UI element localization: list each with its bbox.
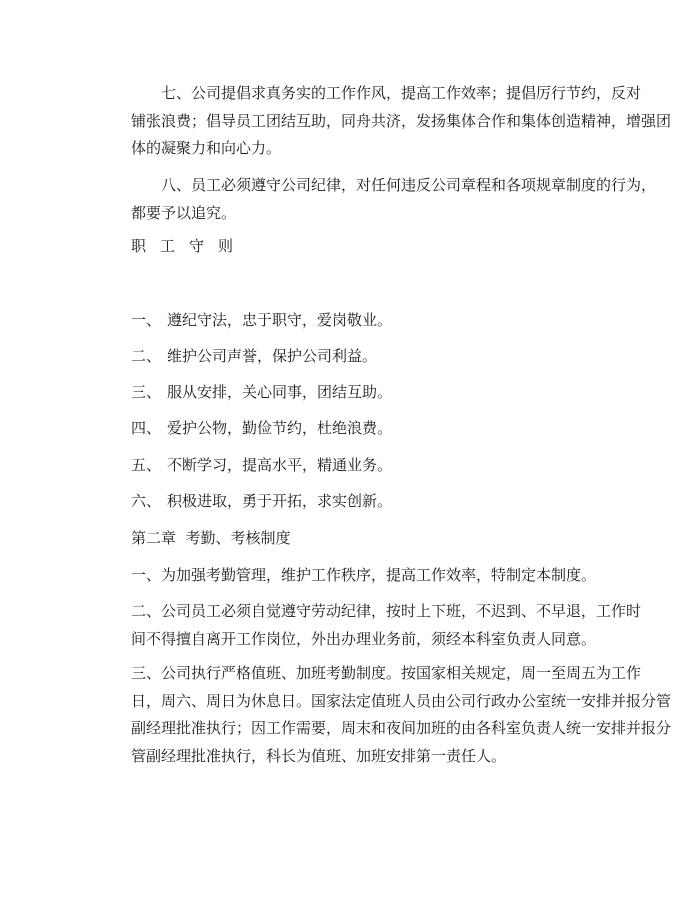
rule-text: 服从安排，关心同事，团结互助。 xyxy=(167,383,393,401)
rule-number: 四、 xyxy=(131,419,162,437)
rule-item xyxy=(131,455,392,475)
paragraph-line: 三、公司执行严格值班、加班考勤制度。按国家相关规定，周一至周五为工作 xyxy=(131,664,642,682)
rule-text: 爱护公物，勤俭节约，杜绝浪费。 xyxy=(167,419,393,437)
chapter-item-two xyxy=(131,598,642,653)
rule-number: 一、 xyxy=(131,311,162,329)
paragraph-line: 都要予以追究。 xyxy=(131,203,237,222)
rules-title-char: 则 xyxy=(218,237,234,255)
paragraph-line: 体的凝聚力和向心力。 xyxy=(131,139,282,157)
paragraph-seven xyxy=(131,80,672,163)
rule-text: 不断学习，提高水平，精通业务。 xyxy=(167,456,393,474)
chapter-title: 第二章 考勤、考核制度 xyxy=(131,529,291,547)
paragraph-line: 一、为加强考勤管理，维护工作秩序，提高工作效率，特制定本制度。 xyxy=(131,566,597,584)
paragraph-line: 日，周六、周日为休息日。国家法定值班人员由公司行政办公室统一安排并报分管 xyxy=(131,691,672,710)
paragraph-line: 八、员工必须遵守公司纪律，对任何违反公司章程和各项规章制度的行为， xyxy=(161,176,657,194)
rule-item xyxy=(131,418,392,438)
chapter-item-one xyxy=(131,562,597,590)
rule-item xyxy=(131,382,392,402)
rule-text: 维护公司声誉，保护公司利益。 xyxy=(167,347,378,365)
rule-number: 六、 xyxy=(131,492,162,510)
paragraph-line: 铺张浪费；倡导员工团结互助，同舟共济，发扬集体合作和集体创造精神，增强团 xyxy=(131,111,672,130)
rule-number: 二、 xyxy=(131,347,162,365)
paragraph-line: 副经理批准执行；因工作需要，周末和夜间加班的由各科室负责人统一安排并报分 xyxy=(131,719,672,737)
paragraph-line: 间不得擅自离开工作岗位，外出办理业务前，须经本科室负责人同意。 xyxy=(131,629,597,648)
rule-text: 遵纪守法，忠于职守，爱岗敬业。 xyxy=(167,311,393,329)
rules-title-char: 工 xyxy=(160,237,176,255)
rules-title xyxy=(131,236,247,256)
rules-title-char: 守 xyxy=(189,237,205,255)
paragraph-line: 七、公司提倡求真务实的工作作风，提高工作效率；提倡厉行节约，反对 xyxy=(161,84,642,102)
rule-number: 三、 xyxy=(131,383,162,401)
rule-text: 积极进取，勇于开拓，求实创新。 xyxy=(167,492,393,510)
rule-number: 五、 xyxy=(131,456,162,474)
rule-item xyxy=(131,346,377,366)
rules-title-char: 职 xyxy=(131,237,147,255)
paragraph-line: 管副经理批准执行，科长为值班、加班安排第一责任人。 xyxy=(131,746,507,765)
rule-item xyxy=(131,491,392,511)
rule-item xyxy=(131,310,392,330)
paragraph-line: 二、公司员工必须自觉遵守劳动纪律，按时上下班，不迟到、不早退，工作时 xyxy=(131,602,642,620)
paragraph-eight xyxy=(131,172,657,227)
chapter-item-three xyxy=(131,660,672,770)
